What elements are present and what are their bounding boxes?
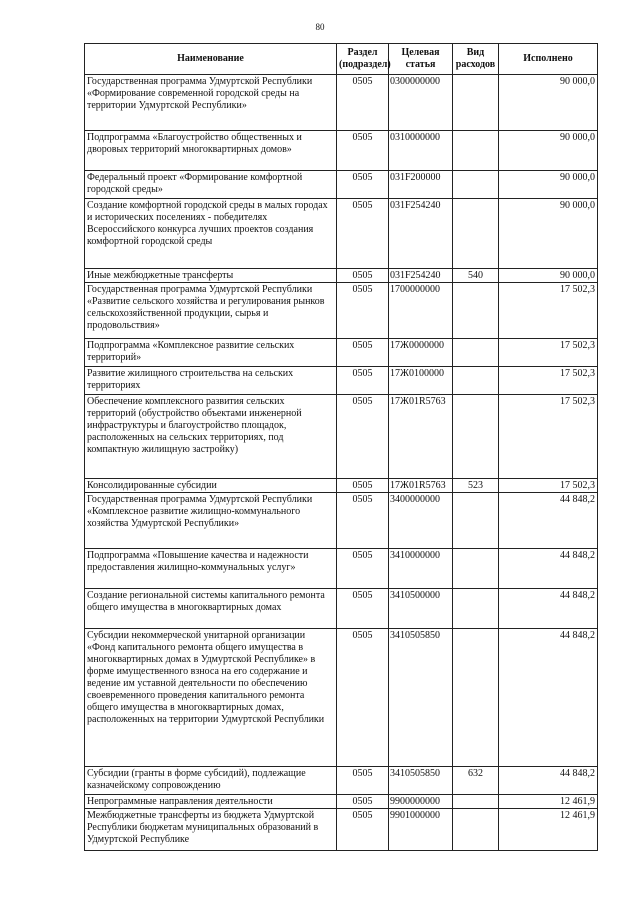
table-row <box>85 493 598 549</box>
row-target: 031F254240 <box>389 269 453 283</box>
row-type: 632 <box>453 767 499 795</box>
row-amount: 90 000,0 <box>499 75 598 131</box>
row-target: 17Ж01R5763 <box>389 479 453 493</box>
column-header-name: Наименование <box>85 44 337 75</box>
row-type <box>453 809 499 851</box>
row-amount: 90 000,0 <box>499 131 598 171</box>
row-section: 0505 <box>337 629 389 767</box>
table-row <box>85 131 598 171</box>
row-amount: 17 502,3 <box>499 395 598 479</box>
column-header-target: Целевая статья <box>389 44 453 75</box>
row-amount: 12 461,9 <box>499 809 598 851</box>
row-amount: 90 000,0 <box>499 171 598 199</box>
row-name: Субсидии (гранты в форме субсидий), подлежащие казначейскому сопровождению <box>85 767 337 795</box>
expenditure-table <box>84 43 598 851</box>
row-target: 3400000000 <box>389 493 453 549</box>
row-section: 0505 <box>337 589 389 629</box>
table-row <box>85 283 598 339</box>
table-row <box>85 269 598 283</box>
row-target: 17Ж01R5763 <box>389 395 453 479</box>
row-type <box>453 131 499 171</box>
row-type <box>453 283 499 339</box>
row-target: 3410505850 <box>389 767 453 795</box>
row-type <box>453 493 499 549</box>
row-name: Развитие жилищного строительства на сельских территориях <box>85 367 337 395</box>
row-section: 0505 <box>337 549 389 589</box>
row-type: 540 <box>453 269 499 283</box>
row-type: 523 <box>453 479 499 493</box>
row-section: 0505 <box>337 479 389 493</box>
row-type <box>453 199 499 269</box>
row-type <box>453 629 499 767</box>
row-section: 0505 <box>337 171 389 199</box>
table-row <box>85 395 598 479</box>
row-type <box>453 75 499 131</box>
row-name: Консолидированные субсидии <box>85 479 337 493</box>
row-amount: 17 502,3 <box>499 339 598 367</box>
row-type <box>453 795 499 809</box>
row-section: 0505 <box>337 283 389 339</box>
row-target: 17Ж0100000 <box>389 367 453 395</box>
row-target: 3410500000 <box>389 589 453 629</box>
row-amount: 44 848,2 <box>499 549 598 589</box>
table-header-row <box>85 44 598 75</box>
row-target: 3410000000 <box>389 549 453 589</box>
row-name: Иные межбюджетные трансферты <box>85 269 337 283</box>
row-section: 0505 <box>337 199 389 269</box>
row-target: 0300000000 <box>389 75 453 131</box>
table-row <box>85 171 598 199</box>
row-type <box>453 395 499 479</box>
row-type <box>453 339 499 367</box>
row-name: Обеспечение комплексного развития сельских территорий (обустройство объектами инженерной инфраструктуры и благоустройство площадок, расположенных на сельских территориях, под компактную жилищную застройку) <box>85 395 337 479</box>
row-name: Государственная программа Удмуртской Республики «Комплексное развитие жилищно-коммунального хозяйства Удмуртской Республики» <box>85 493 337 549</box>
table-row <box>85 629 598 767</box>
table-row <box>85 549 598 589</box>
row-target: 031F200000 <box>389 171 453 199</box>
column-header-amount: Исполнено <box>499 44 598 75</box>
row-name: Федеральный проект «Формирование комфортной городской среды» <box>85 171 337 199</box>
column-header-type: Вид расходов <box>453 44 499 75</box>
row-name: Непрограммные направления деятельности <box>85 795 337 809</box>
row-target: 1700000000 <box>389 283 453 339</box>
table-row <box>85 367 598 395</box>
table-row <box>85 767 598 795</box>
row-target: 031F254240 <box>389 199 453 269</box>
row-amount: 44 848,2 <box>499 493 598 549</box>
row-section: 0505 <box>337 395 389 479</box>
row-section: 0505 <box>337 493 389 549</box>
row-section: 0505 <box>337 269 389 283</box>
row-amount: 90 000,0 <box>499 199 598 269</box>
row-amount: 90 000,0 <box>499 269 598 283</box>
row-name: Создание комфортной городской среды в малых городах и исторических поселениях - победителях Всероссийского конкурса лучших проектов создания комфортной городской среды <box>85 199 337 269</box>
row-name: Создание региональной системы капитального ремонта общего имущества в многоквартирных домах <box>85 589 337 629</box>
row-target: 9900000000 <box>389 795 453 809</box>
row-name: Подпрограмма «Комплексное развитие сельских территорий» <box>85 339 337 367</box>
row-section: 0505 <box>337 339 389 367</box>
table-row <box>85 479 598 493</box>
row-target: 9901000000 <box>389 809 453 851</box>
table-row <box>85 199 598 269</box>
table-row <box>85 809 598 851</box>
row-amount: 17 502,3 <box>499 367 598 395</box>
row-section: 0505 <box>337 367 389 395</box>
row-name: Подпрограмма «Благоустройство общественных и дворовых территорий многоквартирных домов» <box>85 131 337 171</box>
row-name: Государственная программа Удмуртской Республики «Формирование современной городской среды на территории Удмуртской Республики» <box>85 75 337 131</box>
row-type <box>453 367 499 395</box>
row-type <box>453 171 499 199</box>
row-target: 17Ж0000000 <box>389 339 453 367</box>
row-amount: 44 848,2 <box>499 589 598 629</box>
row-name: Субсидии некоммерческой унитарной организации «Фонд капитального ремонта общего имущества в многоквартирных домах в Удмуртской Республике» в форме имущественного взноса на его содержание и ведение им уставной деятельности по обеспечению своевременного проведения капитального ремонта общего имущества в многоквартирных домах, расположенных на территории Удмуртской Республики <box>85 629 337 767</box>
row-amount: 12 461,9 <box>499 795 598 809</box>
page-number: 80 <box>315 22 325 32</box>
row-section: 0505 <box>337 75 389 131</box>
row-name: Подпрограмма «Повышение качества и надежности предоставления жилищно-коммунальных услуг» <box>85 549 337 589</box>
row-type <box>453 549 499 589</box>
row-amount: 44 848,2 <box>499 629 598 767</box>
row-target: 3410505850 <box>389 629 453 767</box>
table-row <box>85 795 598 809</box>
row-name: Межбюджетные трансферты из бюджета Удмуртской Республики бюджетам муниципальных образований в Удмуртской Республике <box>85 809 337 851</box>
table-row <box>85 75 598 131</box>
row-type <box>453 589 499 629</box>
row-amount: 17 502,3 <box>499 283 598 339</box>
row-section: 0505 <box>337 767 389 795</box>
row-section: 0505 <box>337 809 389 851</box>
row-name: Государственная программа Удмуртской Республики «Развитие сельского хозяйства и регулирования рынков сельскохозяйственной продукции, сырья и продовольствия» <box>85 283 337 339</box>
row-amount: 17 502,3 <box>499 479 598 493</box>
row-amount: 44 848,2 <box>499 767 598 795</box>
row-section: 0505 <box>337 795 389 809</box>
row-target: 0310000000 <box>389 131 453 171</box>
column-header-section: Раздел (подраздел) <box>337 44 389 75</box>
table-row <box>85 339 598 367</box>
row-section: 0505 <box>337 131 389 171</box>
table-row <box>85 589 598 629</box>
